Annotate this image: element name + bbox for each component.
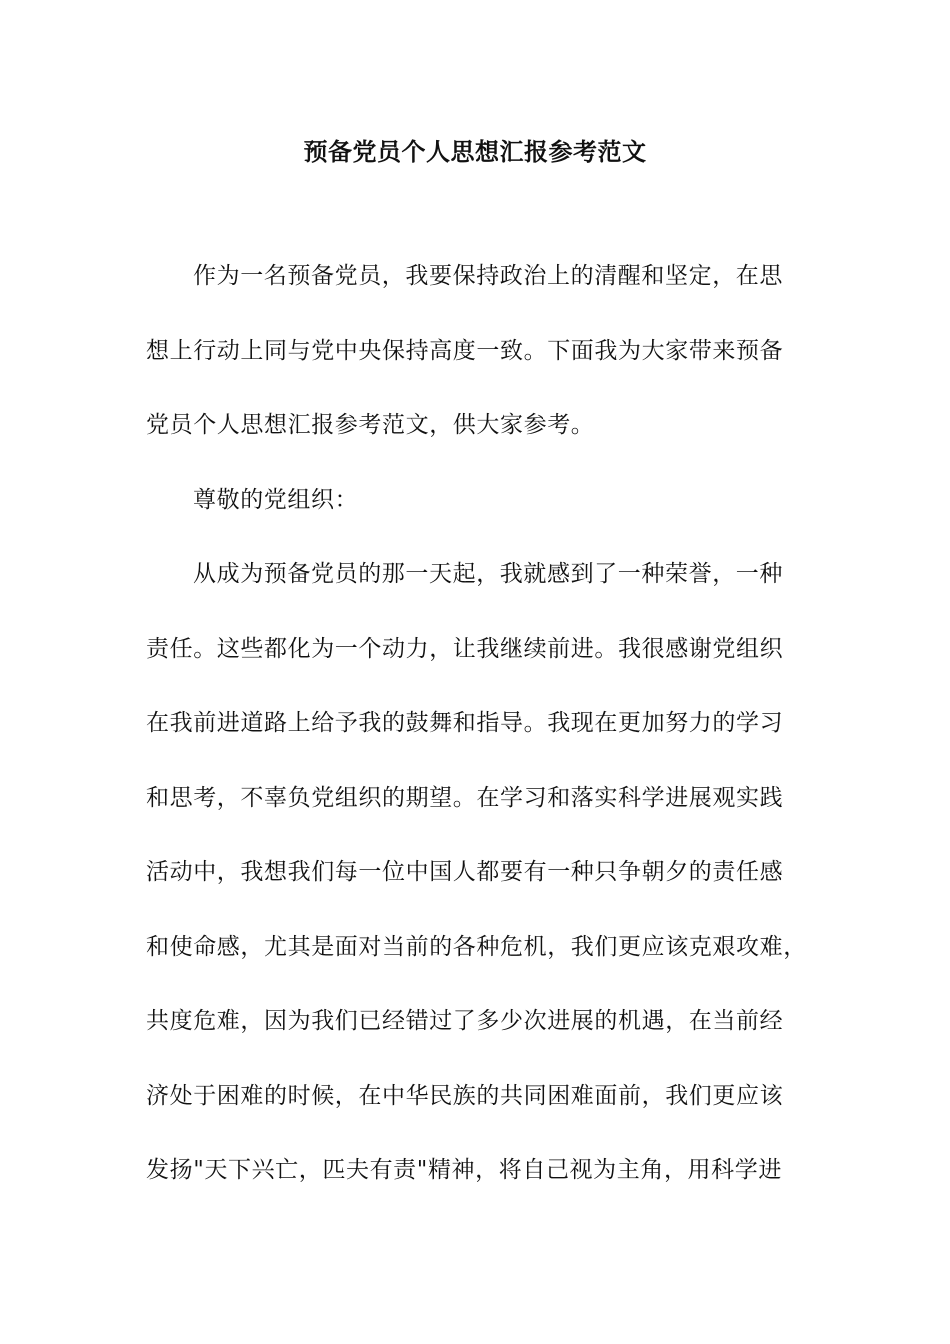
paragraph-line: 党员个人思想汇报参考范文，供大家参考。 (146, 412, 595, 438)
paragraph-line: 活动中，我想我们每一位中国人都要有一种只争朝夕的责任感 (146, 859, 784, 885)
paragraph-line: 和使命感，尤其是面对当前的各种危机，我们更应该克艰攻难， (146, 934, 807, 960)
paragraph-line: 责任。这些都化为一个动力，让我继续前进。我很感谢党组织 (146, 636, 784, 662)
paragraph-line: 在我前进道路上给予我的鼓舞和指导。我现在更加努力的学习 (146, 710, 784, 736)
paragraph-line: 共度危难，因为我们已经错过了多少次进展的机遇，在当前经 (146, 1008, 784, 1034)
paragraph-line: 作为一名预备党员，我要保持政治上的清醒和坚定，在思 (193, 263, 783, 289)
document-title: 预备党员个人思想汇报参考范文 (303, 137, 647, 166)
paragraph-line: 济处于困难的时候，在中华民族的共同困难面前，我们更应该 (146, 1083, 784, 1109)
paragraph-line: 发扬"天下兴亡，匹夫有责"精神，将自己视为主角，用科学进 (146, 1157, 782, 1183)
paragraph-line: 和思考，不辜负党组织的期望。在学习和落实科学进展观实践 (146, 785, 784, 811)
salutation-line: 尊敬的党组织： (193, 487, 359, 513)
paragraph-line: 想上行动上同与党中央保持高度一致。下面我为大家带来预备 (146, 338, 784, 364)
paragraph-line: 从成为预备党员的那一天起，我就感到了一种荣誉，一种 (193, 561, 783, 587)
